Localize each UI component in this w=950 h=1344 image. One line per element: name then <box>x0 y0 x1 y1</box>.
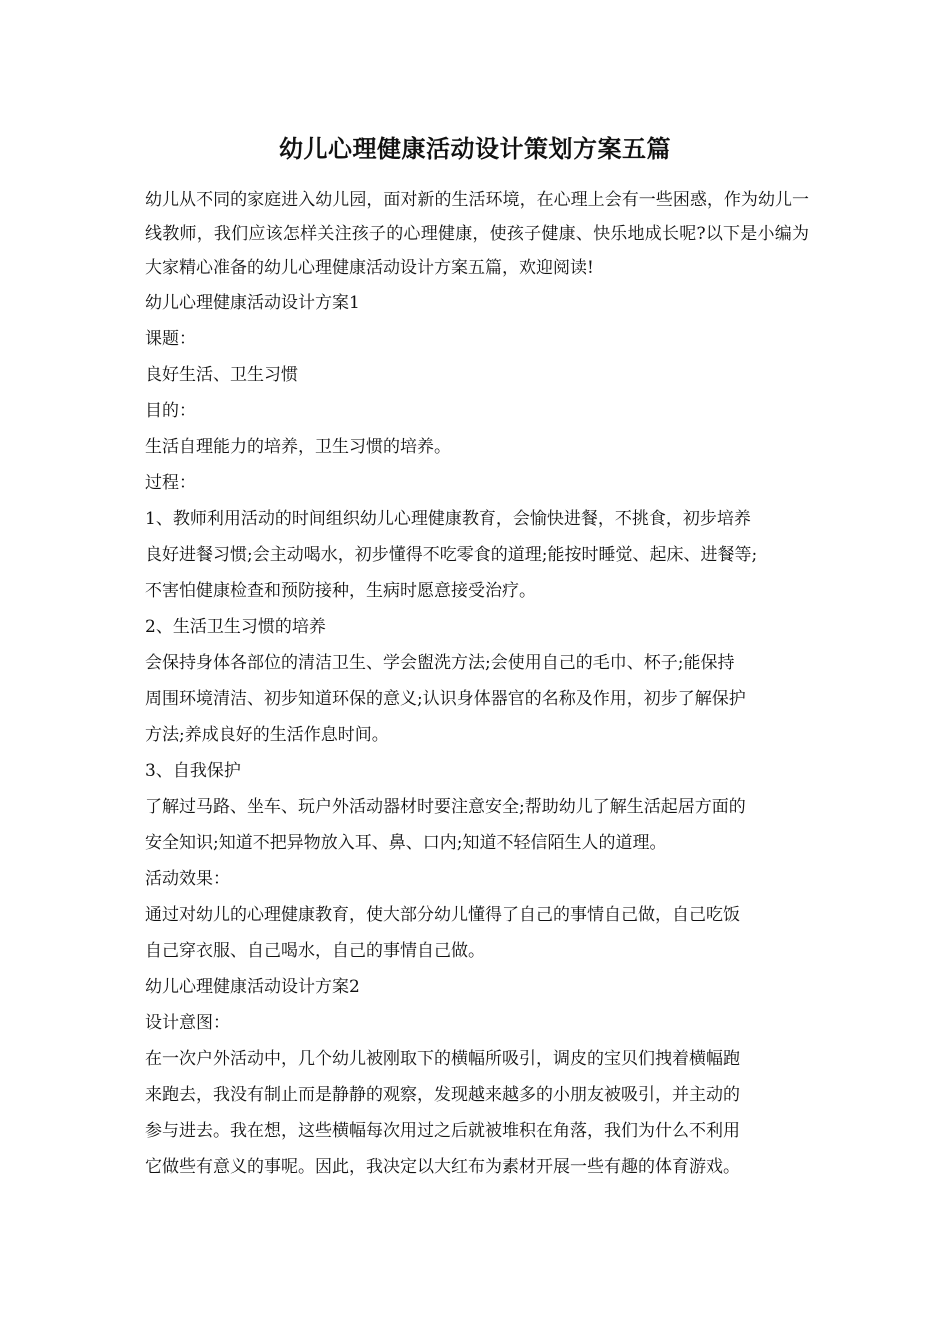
design-intent-line: 在一次户外活动中，几个幼儿被刚取下的横幅所吸引，调皮的宝贝们拽着横幅跑 <box>145 1049 740 1069</box>
process-line: 不害怕健康检查和预防接种，生病时愿意接受治疗。 <box>145 581 536 601</box>
intro-paragraph: 幼儿从不同的家庭进入幼儿园，面对新的生活环境，在心理上会有一些困惑，作为幼儿一线教师，我们应该怎样关注孩子的心理健康，使孩子健康、快乐地成长呢?以下是小编为大家精心准备的幼儿心理健康活动设计方案五篇，欢迎阅读! <box>145 190 809 278</box>
process-line: 良好进餐习惯;会主动喝水，初步懂得不吃零食的道理;能按时睡觉、起床、进餐等; <box>145 545 758 565</box>
section-heading-plan-1: 幼儿心理健康活动设计方案1 <box>145 293 360 313</box>
document-title: 幼儿心理健康活动设计策划方案五篇 <box>279 134 671 163</box>
document-body <box>145 183 809 1185</box>
process-subheading: 3、自我保护 <box>145 761 241 781</box>
design-intent-line: 参与进去。我在想，这些横幅每次用过之后就被堆积在角落，我们为什么不利用 <box>145 1121 740 1141</box>
process-line: 周围环境清洁、初步知道环保的意义;认识身体器官的名称及作用，初步了解保护 <box>145 689 746 709</box>
topic-text: 良好生活、卫生习惯 <box>145 365 298 385</box>
design-intent-label: 设计意图： <box>145 1013 230 1033</box>
effect-label: 活动效果： <box>145 869 230 889</box>
section-heading-plan-2: 幼儿心理健康活动设计方案2 <box>145 977 360 997</box>
design-intent-line: 它做些有意义的事呢。因此，我决定以大红布为素材开展一些有趣的体育游戏。 <box>145 1157 740 1177</box>
process-line: 了解过马路、坐车、玩户外活动器材时要注意安全;帮助幼儿了解生活起居方面的 <box>145 797 746 817</box>
process-line: 安全知识;知道不把异物放入耳、鼻、口内;知道不轻信陌生人的道理。 <box>145 833 667 853</box>
goal-text: 生活自理能力的培养，卫生习惯的培养。 <box>145 437 451 457</box>
process-line: 1、教师利用活动的时间组织幼儿心理健康教育，会愉快进餐，不挑食，初步培养 <box>145 509 751 529</box>
design-intent-line: 来跑去，我没有制止而是静静的观察，发现越来越多的小朋友被吸引，并主动的 <box>145 1085 740 1105</box>
process-subheading: 2、生活卫生习惯的培养 <box>145 617 326 637</box>
process-label: 过程： <box>145 473 196 493</box>
effect-line: 通过对幼儿的心理健康教育，使大部分幼儿懂得了自己的事情自己做，自己吃饭 <box>145 905 740 925</box>
process-line: 会保持身体各部位的清洁卫生、学会盥洗方法;会使用自己的毛巾、杯子;能保持 <box>145 653 735 673</box>
process-line: 方法;养成良好的生活作息时间。 <box>145 725 389 745</box>
topic-label: 课题： <box>145 329 196 349</box>
goal-label: 目的： <box>145 401 196 421</box>
effect-line: 自己穿衣服、自己喝水，自己的事情自己做。 <box>145 941 485 961</box>
